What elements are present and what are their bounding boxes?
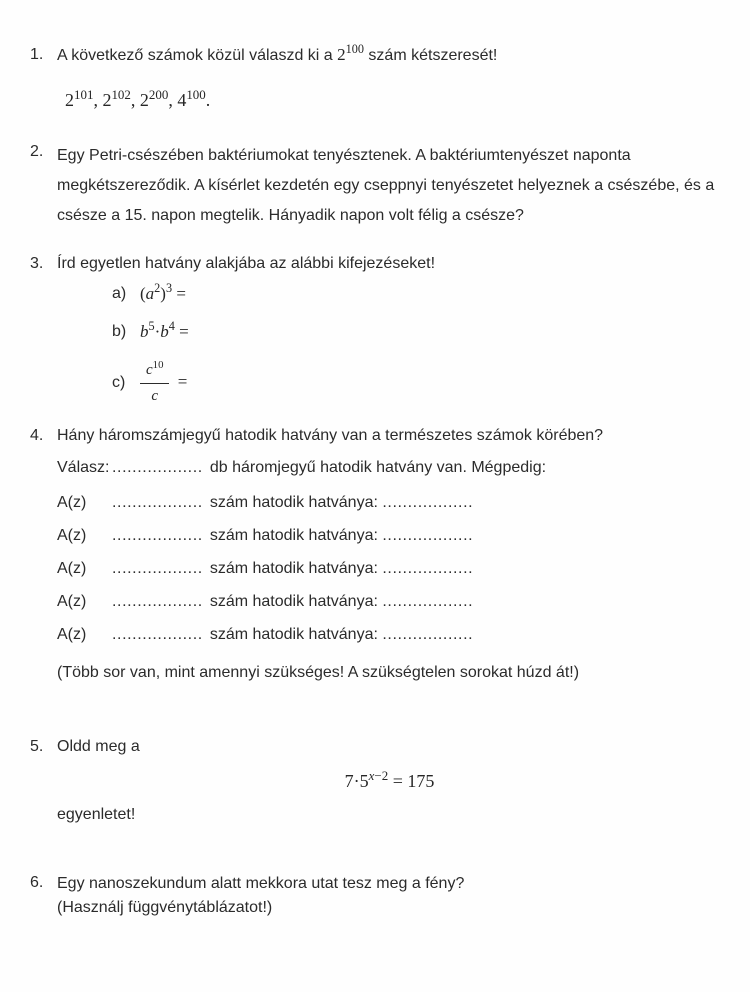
row-text: szám hatodik hatványa: xyxy=(209,560,378,577)
question-6-line2: (Használj függvénytáblázatot!) xyxy=(57,899,273,916)
question-6-number: 6. xyxy=(30,874,44,891)
question-1-text xyxy=(57,44,722,67)
dotted-blank: .................. xyxy=(382,560,474,577)
dotted-blank: .................. xyxy=(112,494,203,511)
question-4-body xyxy=(57,425,722,684)
question-4-number: 4. xyxy=(30,427,44,444)
question-4-note: (Több sor van, mint amennyi szükséges! A szükségtelen sorokat húzd át!) xyxy=(57,664,580,681)
row-text: szám hatodik hatványa: xyxy=(209,494,378,511)
row-label: A(z) xyxy=(57,527,87,544)
question-1-text-before: A következő számok közül válaszd ki a xyxy=(57,47,338,64)
question-3-text: Írd egyetlen hatvány alakjába az alábbi kifejezéseket! xyxy=(57,255,436,272)
answer-blank-dots: .................. xyxy=(112,459,203,476)
question-3 xyxy=(30,253,722,407)
question-4-text: Hány háromszámjegyű hatodik hatvány van a természetes számok körében? xyxy=(57,427,604,444)
question-6-body xyxy=(57,872,722,920)
question-6-line1: Egy nanoszekundum alatt mekkora utat tesz meg a fény? xyxy=(57,875,465,892)
question-5-number: 5. xyxy=(30,738,44,755)
item-a-label: a) xyxy=(112,285,127,302)
item-a-expression: $(a^2)^3$ = xyxy=(140,281,186,303)
question-5-text-before: Oldd meg a xyxy=(57,738,140,755)
question-1-number: 1. xyxy=(30,46,44,63)
question-4 xyxy=(30,425,722,684)
dotted-blank: .................. xyxy=(382,593,474,610)
question-2-text: Egy Petri-csészében baktériumokat tenyésztenek. A baktériumtenyészet naponta megkétszereződik. A kísérlet kezdetén egy cseppnyi tenyészetet helyeznek a csészébe, és a csésze a 15. napon megtelik. Hányadik napon volt félig a csésze? xyxy=(57,147,715,224)
question-3-number: 3. xyxy=(30,255,44,272)
question-2-body xyxy=(57,141,722,231)
question-3-row xyxy=(30,253,722,407)
question-1-body xyxy=(57,44,722,111)
question-5 xyxy=(30,736,722,826)
answer-blank-row xyxy=(57,492,722,514)
question-3-item-a xyxy=(112,283,722,305)
question-3-item-b xyxy=(112,321,722,343)
math-two-pow-100: $2^{100}$ xyxy=(337,42,364,64)
answer-label: Válasz: xyxy=(57,459,110,476)
answer-blank-row xyxy=(57,525,722,547)
item-c-expression: $\frac{c^{10}}{c}$ = xyxy=(140,359,187,407)
dotted-blank: .................. xyxy=(112,593,203,610)
item-c-label: c) xyxy=(112,374,126,391)
question-6 xyxy=(30,872,722,920)
answer-blank-rows xyxy=(57,492,722,646)
question-2 xyxy=(30,141,722,231)
row-text: szám hatodik hatványa: xyxy=(209,593,378,610)
dotted-blank: .................. xyxy=(382,527,474,544)
answer-blank-row xyxy=(57,624,722,646)
question-2-number: 2. xyxy=(30,143,44,160)
question-1-text-after: szám kétszeresét! xyxy=(363,47,498,64)
dotted-blank: .................. xyxy=(382,626,474,643)
item-b-label: b) xyxy=(112,323,127,340)
question-3-item-c xyxy=(112,359,722,407)
question-5-row xyxy=(30,736,722,826)
dotted-blank: .................. xyxy=(112,626,203,643)
question-5-equation: $7\cdot 5^{x-2} = 175$ xyxy=(344,767,435,791)
row-text: szám hatodik hatványa: xyxy=(209,626,378,643)
row-label: A(z) xyxy=(57,494,87,511)
question-3-body xyxy=(57,253,722,407)
question-4-row xyxy=(30,425,722,684)
dotted-blank: .................. xyxy=(112,527,203,544)
question-2-row xyxy=(30,141,722,231)
question-1-row xyxy=(30,44,722,111)
item-b-expression: $b^5\cdot b^4$ = xyxy=(140,319,189,341)
question-1-options-math: $2^{101}$, $2^{102}$, $2^{200}$, $4^{100}$. xyxy=(65,86,211,110)
question-1 xyxy=(30,44,722,111)
answer-blank-row xyxy=(57,591,722,613)
dotted-blank: .................. xyxy=(382,494,474,511)
row-label: A(z) xyxy=(57,560,87,577)
row-text: szám hatodik hatványa: xyxy=(209,527,378,544)
row-label: A(z) xyxy=(57,626,87,643)
question-6-row xyxy=(30,872,722,920)
dotted-blank: .................. xyxy=(112,560,203,577)
question-5-text-after: egyenletet! xyxy=(57,806,136,823)
answer-text: db háromjegyű hatodik hatvány van. Mégpedig: xyxy=(209,459,547,476)
answer-blank-row xyxy=(57,558,722,580)
answer-summary-line xyxy=(57,457,722,479)
question-5-body xyxy=(57,736,722,826)
row-label: A(z) xyxy=(57,593,87,610)
